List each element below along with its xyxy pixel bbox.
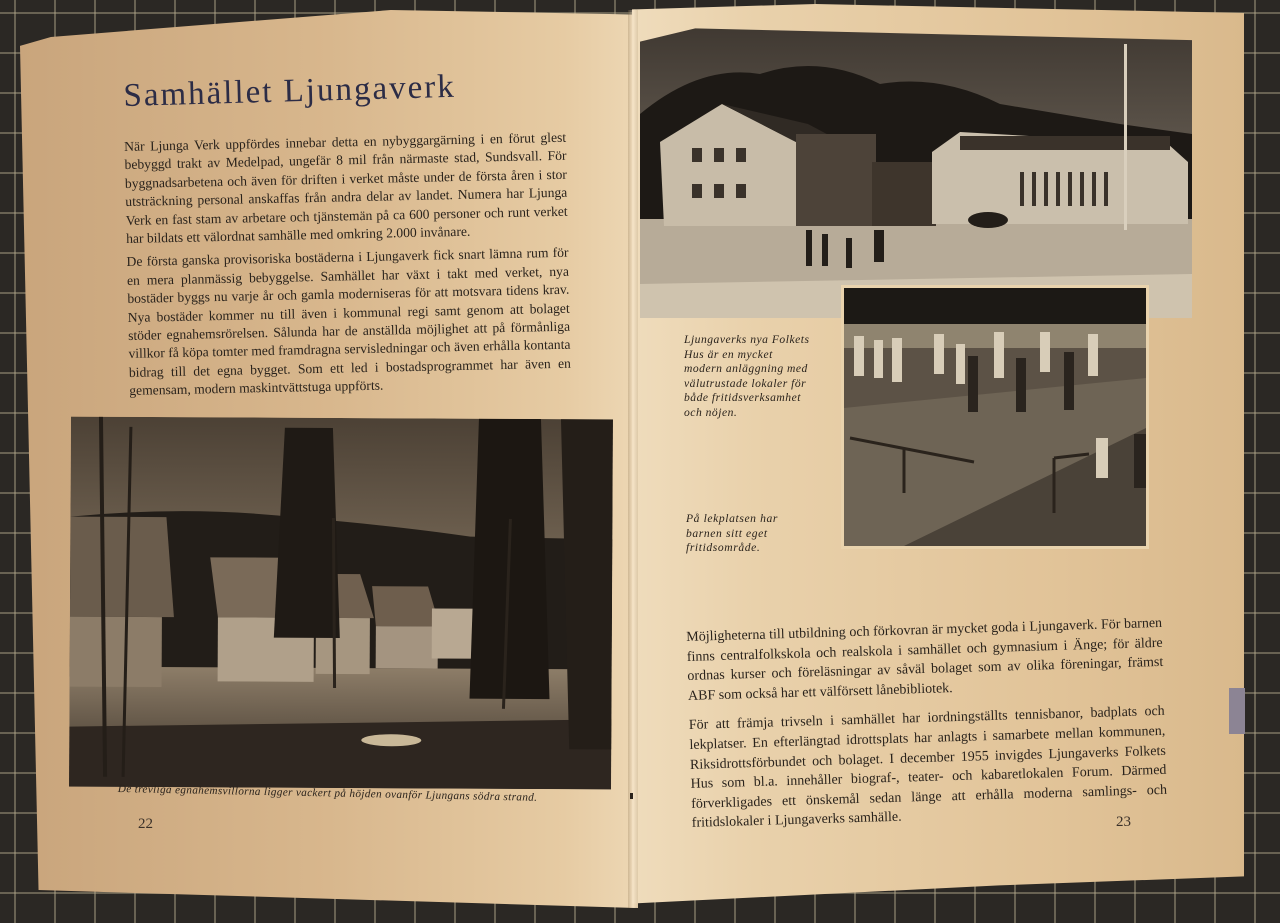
paragraph: Möjligheterna till utbildning och förkovran är mycket goda i Ljungaverk. För barnen finns centralfolkskola och realskola i samhället och gymnasium i Änge; för äldre ordnas kurser och föreläsningar av såväl bolaget som av olika föreningar, främst ABF som också har ett välförsett lånebibliotek. <box>686 615 1164 704</box>
right-body-text <box>686 614 1168 844</box>
playground-photo-image <box>844 288 1146 546</box>
page-title: Samhället Ljungaverk <box>122 68 457 115</box>
houses-photo-image <box>69 417 613 790</box>
playground-caption: På lekplatsen har barnen sitt eget fritidsområde. <box>686 512 778 555</box>
left-body-text <box>124 129 572 406</box>
playground-photo <box>844 288 1146 546</box>
houses-photo-caption: De trevliga egnahemsvillorna ligger vackert på höjden ovanför Ljungans södra strand. <box>117 782 538 804</box>
folkets-hus-caption: Ljungaverks nya Folkets Hus är en mycket modern anläggning med välutrustade lokaler för både fritidsverksamhet och nöjen. <box>684 333 810 419</box>
page-tab-marker <box>1229 688 1245 734</box>
book-spine <box>628 10 638 908</box>
spine-mark <box>630 793 633 799</box>
folkets-hus-photo <box>640 24 1192 318</box>
page-number-right: 23 <box>1116 814 1131 830</box>
folkets-hus-photo-image <box>640 24 1192 318</box>
paragraph: De första ganska provisoriska bostäderna i Ljungaverk fick snart lämna rum för en mera planmässig bebyggelse. Samhället har växt i takt med verket, nya bostäder byggs nu varje år och gamla moderniseras för att motsvara tidens krav. Nya bostäder kommer nu till även i kommunal regi samt genom att bolaget stöder egnahemsrörelsen. Sålunda har de anställda möjlighet att på förmånliga villkor få köpa tomter med framdragna servisledningar och även erhålla kontanta bidrag till det egna bygget. Som ett led i bostadsprogrammet har även en gemensam, modern maskintvättstuga uppförts. <box>126 245 571 399</box>
houses-photo <box>69 417 613 790</box>
paragraph: När Ljunga Verk uppfördes innebar detta en nybyggargärning i en förut glest bebyggd trakt av Medelpad, ungefär 8 mil från närmaste stad, Sundsvall. För byggnadsarbetena och även för driften i verket måste under de första åren i stor utsträckning personal anskaffas från andra delar av landet. Numera har Ljunga Verk en fast stam av arbetare och tjänstemän på ca 600 personer och runt verket har bildats ett välordnat samhälle med omkring 2.000 invånare. <box>124 129 568 247</box>
page-number-left: 22 <box>138 816 153 832</box>
paragraph: För att främja trivseln i samhället har iordningställts tennisbanor, badplats och lekplatser. En efterlängtad idrottsplats har anlagts i samarbete mellan kommunen, Riksidrottsförbundet och bolaget. I december 1955 invigdes Ljungaverks Folkets Hus som bl.a. innehåller biograf-, teater- och kabaretlokalen Forum. Därmed förverkligades ett önskemål sedan länge att erhålla moderna samlings- och fritidslokaler i Ljungaverks samhälle. <box>688 704 1168 832</box>
